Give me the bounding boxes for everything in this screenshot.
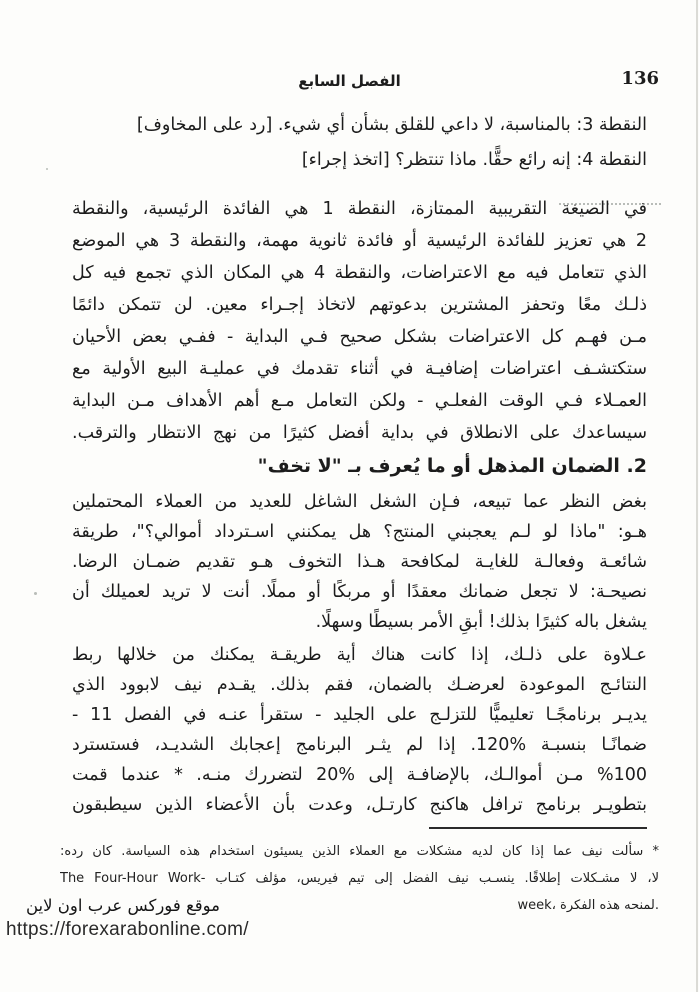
text-line: نصيحـة: لا تجعل ضمانك معقدًا أو مربكًا أو مملًا. أنت لا تريد لعميلك أن: [72, 582, 647, 602]
scan-speck: [34, 592, 37, 595]
text-line: ضمانًـا بنسبـة %120. إذا لم يثـر البرنامج إعجابك الشديـد، فستسترد: [72, 735, 647, 755]
text-line: عـلاوة على ذلـك، إذا كانت هناك أية طريقـة يمكنك من خلالها ربط: [72, 645, 647, 665]
text-line: ستكتشـف اعتراضات إضافيـة في أثناء تقدمك في عمليـة البيع الأولية مع: [72, 359, 647, 379]
text-line: النتائـج الموعودة لعرضـك بالضمان، فقم بذلك. يقـدم نيف لابوود الذي: [72, 675, 647, 695]
paragraph-opening-points: [72, 108, 647, 178]
text-line: الذي تتعامل فيه مع الاعتراضات، والنقطة 4 هي المكان الذي تجمع فيه كل: [72, 263, 647, 283]
text-line: مـن فهـم كل الاعتراضات بشكل صحيح فـي البداية - ففـي بعض الأحيان: [72, 327, 647, 347]
footnote-line: لا، لا مشـكلات إطلاقًا. ينسـب نيف الفضل إلى تيم فيريس، مؤلف كتـاب The Four-Hour Work-‎: [60, 871, 659, 886]
scan-speck: [46, 168, 48, 170]
footnote-separator-rule: [429, 827, 647, 829]
text-line: النقطة 3: بالمناسبة، لا داعي للقلق بشأن أي شيء. [رد على المخاوف]: [136, 115, 647, 135]
text-line: هـو: "ماذا لو لـم يعجبني المنتج؟ هل يمكنني اسـترداد أموالي؟"، طريقة: [72, 522, 647, 542]
watermark-site-name: موقع فوركس عرب اون لاين: [26, 896, 220, 915]
text-line: 2 هي تعزيز للفائدة الرئيسية أو فائدة ثانوية مهمة، والنقطة 3 هي الموضع: [72, 231, 647, 251]
page-number: 136: [621, 68, 659, 89]
text-line: يشغل باله كثيرًا بذلك! أبقِ الأمر بسيطًا وسهلًا.: [315, 612, 647, 632]
text-line: بغض النظر عما تبيعه، فـإن الشغل الشاغل للعديد من العملاء المحتملين: [72, 492, 647, 512]
watermark-url: https://forexarabonline.com/: [6, 919, 249, 940]
paragraph-guarantee-intro: [72, 487, 647, 637]
text-line: شائعـة وفعالـة للغايـة لمكافحة هـذا التخوف هـو تقديم ضمـان الرضا.: [72, 552, 647, 572]
footnote-line: * سألت نيف عما إذا كان لديه مشكلات مع العملاء الذين يسيئون استخدام هذه السياسة. كان رده:: [60, 844, 659, 859]
paragraph-guarantee-example: [72, 640, 647, 820]
text-line: العمـلاء فـي الوقت الفعلـي - ولكن التعامل مـع أهم الأهداف مـن البداية: [72, 391, 647, 411]
footnote-line: week، لمنحه هذه الفكرة.: [517, 898, 659, 913]
text-line: %100 مـن أموالـك، بالإضافـة إلى %20 لتضررك منـه. * عندما قمت: [72, 765, 647, 785]
paragraph-formula-explanation: [72, 193, 647, 449]
chapter-title: الفصل السابع: [298, 72, 401, 90]
text-line: النقطة 4: إنه رائع حقًّا. ماذا تنتظر؟ [اتخذ إجراء]: [301, 150, 647, 170]
text-line: بتطويـر برنامج ترافل هاكنج كارتـل، وعدت بأن الأعضاء الذين سيطبقون: [72, 795, 647, 815]
text-line: ذلـك معًا وتحفز المشترين بدعوتهم لاتخاذ إجـراء معين. لن تتمكن دائمًا: [72, 295, 647, 315]
text-line: في الصيغة التقريبية الممتازة، النقطة 1 هي الفائدة الرئيسية، والنقطة: [72, 199, 647, 219]
text-line: سيساعدك على الانطلاق في بداية أفضل كثيرًا من نهج الانتظار والترقب.: [72, 423, 647, 443]
scan-edge-line: [696, 0, 698, 992]
text-line: يديـر برنامجًـا تعليميًّا للتزلـج على الجليد - ستقرأ عنـه في الفصل 11 -: [72, 705, 647, 725]
section-heading-guarantee: 2. الضمان المذهل أو ما يُعرف بـ "لا تخف": [257, 455, 647, 477]
